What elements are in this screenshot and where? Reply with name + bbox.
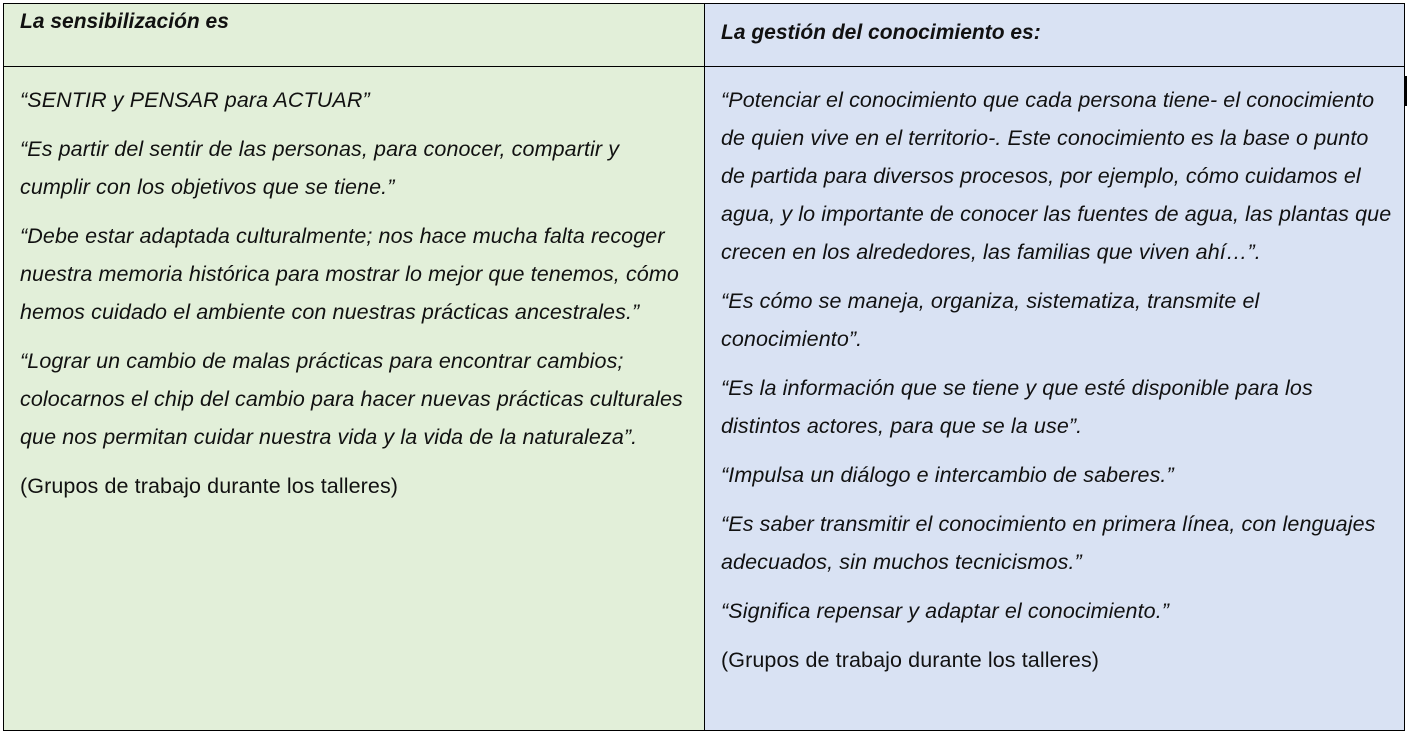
right-header-cell [705,4,1404,67]
right-quote-4: “Impulsa un diálogo e intercambio de saberes.” [721,463,1174,487]
right-quote-5: “Es saber transmitir el conocimiento en primera línea, con lenguajes adecuados, sin muchos tecnicismos.” [721,512,1376,574]
left-header-cell [4,4,705,67]
right-header: La gestión del conocimiento es: [721,21,1041,44]
left-source: (Grupos de trabajo durante los talleres) [20,474,399,498]
left-quote-2: “Es partir del sentir de las personas, para conocer, compartir y cumplir con los objetivos que se tiene.” [20,137,620,199]
right-quote-2: “Es cómo se maneja, organiza, sistematiza, transmite el conocimiento”. [721,289,1260,351]
right-body-cell [705,67,1404,730]
left-header: La sensibilización es [20,10,229,33]
left-quote-3: “Debe estar adaptada culturalmente; nos hace mucha falta recoger nuestra memoria histórica para mostrar lo mejor que tenemos, cómo hemos cuidado el ambiente con nuestras prácticas ancestrales.” [20,224,679,324]
right-quote-3: “Es la información que se tiene y que esté disponible para los distintos actores, para que se la use”. [721,376,1313,438]
comparison-table [3,3,1405,731]
right-quote-1: “Potenciar el conocimiento que cada persona tiene- el conocimiento de quien vive en el territorio-. Este conocimiento es la base o punto de partida para diversos procesos, por ejemplo, cómo cuidamos el agua, y lo importante de conocer las fuentes de agua, las plantas que crecen en los alrededores, las familias que viven ahí…”. [721,88,1392,264]
left-quote-4: “Lograr un cambio de malas prácticas para encontrar cambios; colocarnos el chip del cambio para hacer nuevas prácticas culturales que nos permitan cuidar nuestra vida y la vida de la naturaleza”. [20,349,683,449]
right-source: (Grupos de trabajo durante los talleres) [721,648,1100,672]
edge-mark [1405,76,1407,106]
right-quote-6: “Significa repensar y adaptar el conocimiento.” [721,599,1170,623]
left-quote-1: “SENTIR y PENSAR para ACTUAR” [20,88,370,112]
left-body-cell [4,67,705,730]
